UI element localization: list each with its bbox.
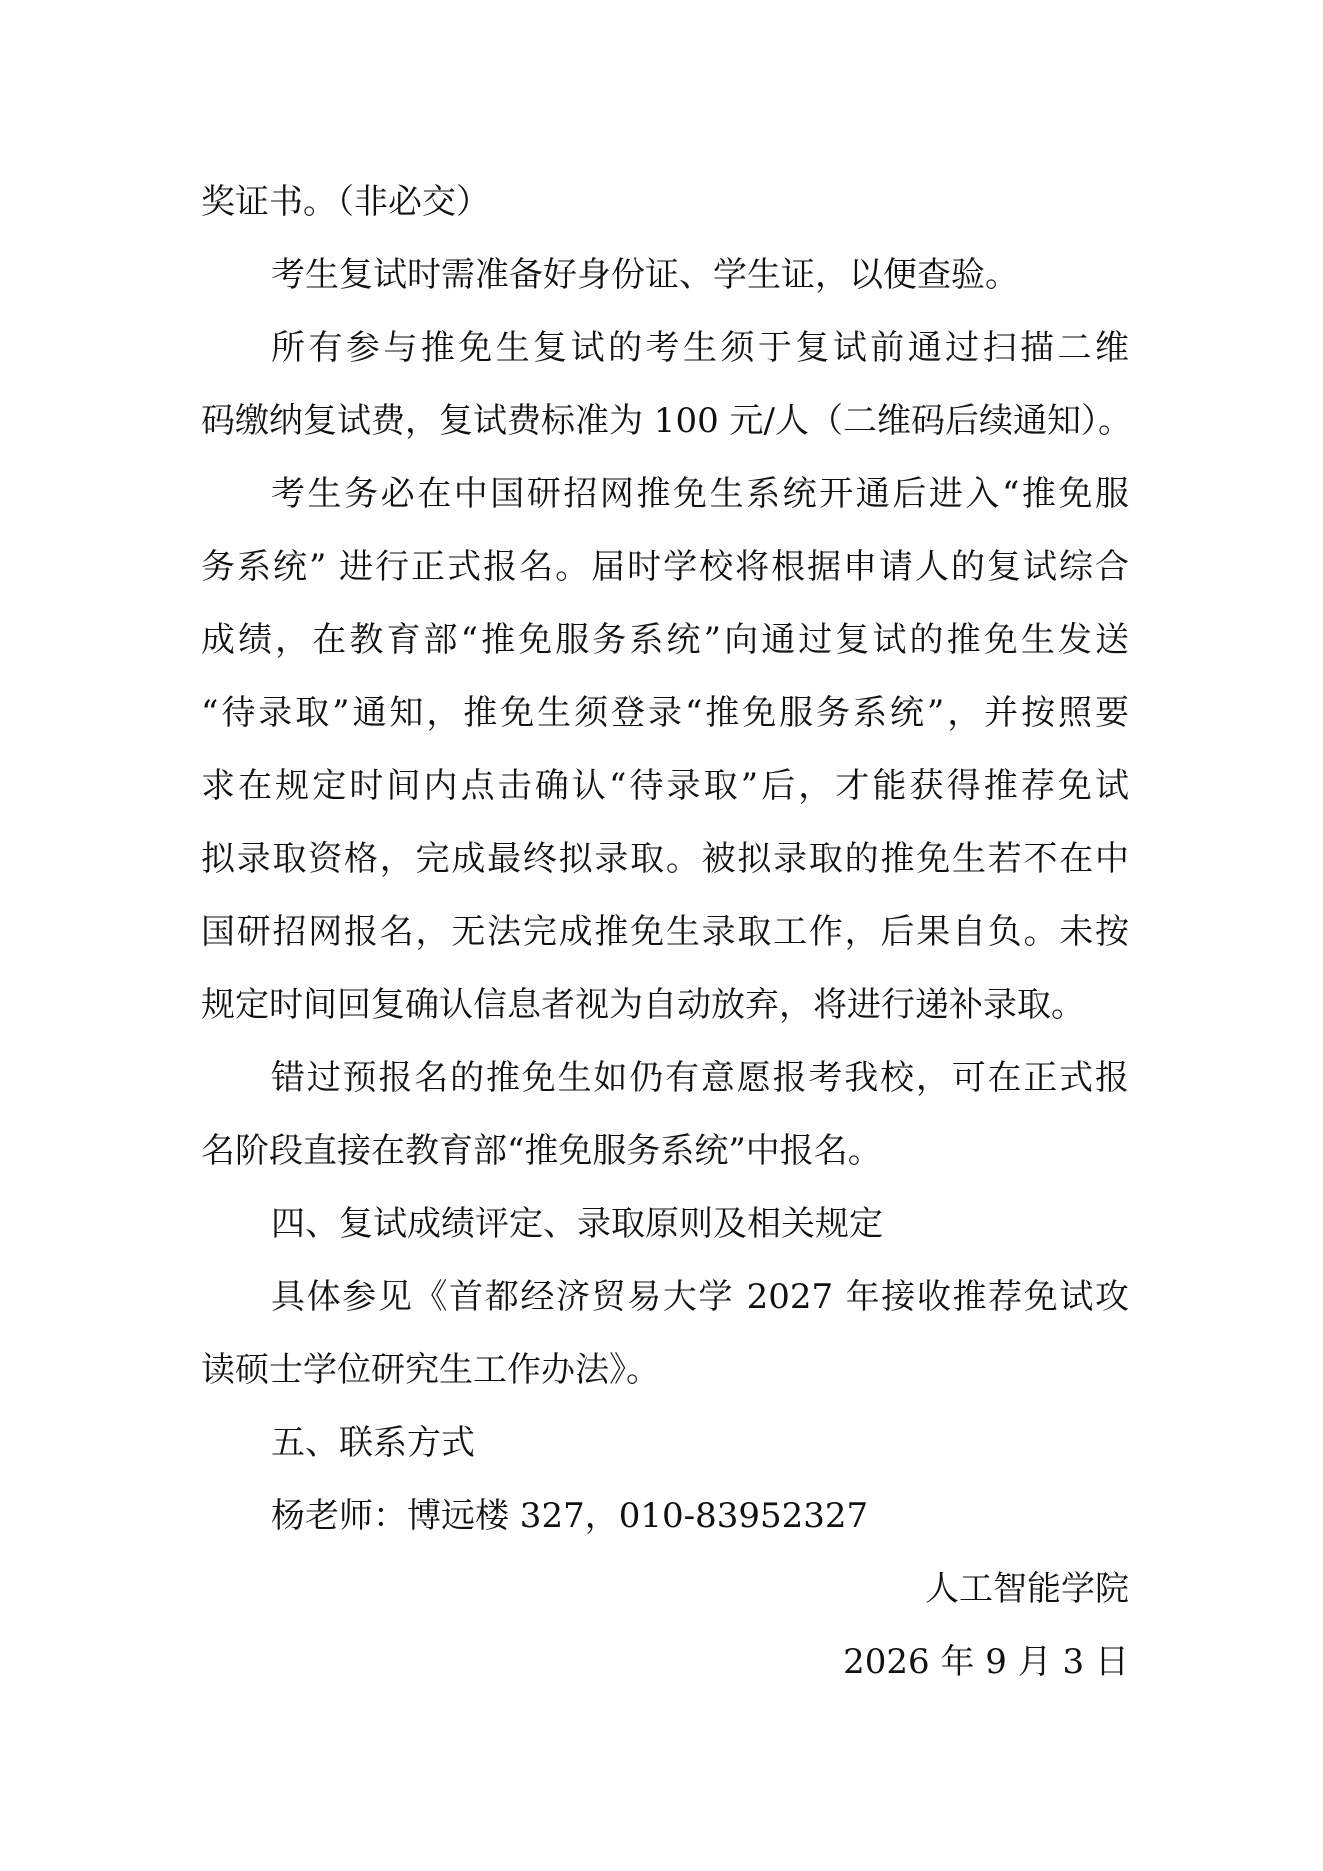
text-line: 考生务必在中国研招网推免生系统开通后进入“推免服 xyxy=(271,474,1129,514)
signature-department: 人工智能学院 xyxy=(925,1569,1129,1609)
text-line: “待录取”通知，推免生须登录“推免服务系统”，并按照要 xyxy=(201,693,1129,733)
text-line: 拟录取资格，完成最终拟录取。被拟录取的推免生若不在中 xyxy=(201,839,1129,879)
text-line: 务系统” 进行正式报名。届时学校将根据申请人的复试综合 xyxy=(201,547,1129,587)
document-body xyxy=(201,166,1132,1699)
text-line: 码缴纳复试费，复试费标准为 100 元/人（二维码后续通知）。 xyxy=(201,401,1132,441)
text-line: 求在规定时间内点击确认“待录取”后，才能获得推荐免试 xyxy=(201,766,1129,806)
text-line: 错过预报名的推免生如仍有意愿报考我校，可在正式报 xyxy=(271,1058,1129,1098)
signature-date: 2026 年 9 月 3 日 xyxy=(843,1642,1129,1682)
text-line: 奖证书。（非必交） xyxy=(201,182,490,222)
text-line: 规定时间回复确认信息者视为自动放弃，将进行递补录取。 xyxy=(201,985,1085,1025)
text-line: 成绩，在教育部“推免服务系统”向通过复试的推免生发送 xyxy=(201,620,1129,660)
contact-line: 杨老师：博远楼 327，010-83952327 xyxy=(271,1496,869,1536)
text-line: 所有参与推免生复试的考生须于复试前通过扫描二维 xyxy=(271,328,1129,368)
text-line: 国研招网报名，无法完成推免生录取工作，后果自负。未按 xyxy=(201,912,1129,952)
text-line: 名阶段直接在教育部“推免服务系统”中报名。 xyxy=(201,1131,882,1171)
section-heading: 五、联系方式 xyxy=(271,1423,475,1463)
text-line: 读硕士学位研究生工作办法》。 xyxy=(201,1350,660,1390)
text-line: 具体参见《首都经济贸易大学 2027 年接收推荐免试攻 xyxy=(271,1277,1129,1317)
section-heading: 四、复试成绩评定、录取原则及相关规定 xyxy=(271,1204,883,1244)
text-line: 考生复试时需准备好身份证、学生证，以便查验。 xyxy=(271,255,1019,295)
